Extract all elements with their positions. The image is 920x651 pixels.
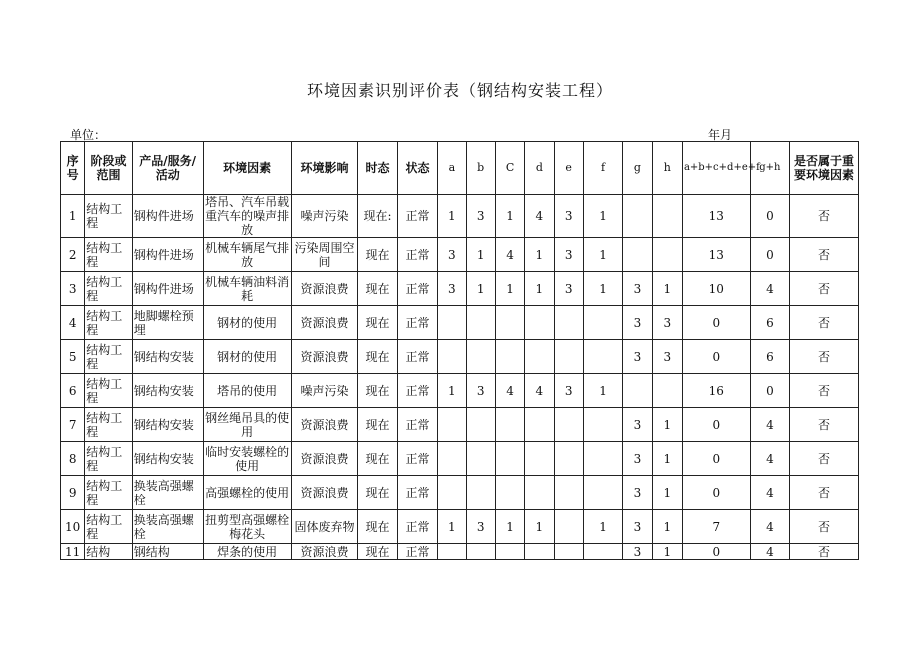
header-cell: 时态 [358, 142, 397, 195]
cell-score-b: 1 [466, 238, 495, 272]
cell-score-e [554, 544, 583, 560]
cell-score-c [495, 544, 524, 560]
cell-score-e [554, 306, 583, 340]
cell-score-g: 3 [623, 408, 652, 442]
cell-score-e: 3 [554, 195, 583, 238]
cell-score-d [525, 476, 554, 510]
cell-score-b: 3 [466, 510, 495, 544]
cell-score-b [466, 544, 495, 560]
cell-score-d: 4 [525, 374, 554, 408]
cell-status: 正常 [397, 340, 437, 374]
cell-score-c [495, 408, 524, 442]
cell-is-significant: 否 [790, 510, 859, 544]
cell-serial-number: 3 [61, 272, 85, 306]
cell-score-h: 1 [652, 272, 682, 306]
header-cell: 阶段或范围 [85, 142, 133, 195]
cell-stage-scope: 结构工程 [85, 238, 133, 272]
cell-stage-scope: 结构工程 [85, 442, 133, 476]
cell-score-f: 1 [583, 510, 622, 544]
cell-score-h [652, 238, 682, 272]
cell-score-d [525, 340, 554, 374]
cell-score-d: 4 [525, 195, 554, 238]
date-label: 年月 [708, 128, 733, 142]
cell-sum-a-to-f: 10 [682, 272, 750, 306]
cell-score-e: 3 [554, 272, 583, 306]
table-row [61, 238, 859, 272]
header-cell: 状态 [397, 142, 437, 195]
cell-is-significant: 否 [790, 442, 859, 476]
cell-sum-a-to-f: 0 [682, 340, 750, 374]
cell-score-c: 4 [495, 374, 524, 408]
table-row [61, 374, 859, 408]
cell-environmental-factor: 机械车辆尾气排放 [203, 238, 291, 272]
table-row [61, 476, 859, 510]
table-row [61, 195, 859, 238]
cell-status: 正常 [397, 195, 437, 238]
cell-status: 正常 [397, 408, 437, 442]
cell-is-significant: 否 [790, 408, 859, 442]
cell-is-significant: 否 [790, 374, 859, 408]
cell-score-h: 1 [652, 408, 682, 442]
cell-is-significant: 否 [790, 476, 859, 510]
header-cell: 产品/服务/活动 [132, 142, 203, 195]
cell-score-a [438, 340, 466, 374]
cell-environmental-impact: 污染周围空间 [291, 238, 358, 272]
cell-product-activity: 钢结构安装 [132, 374, 203, 408]
cell-score-g: 3 [623, 544, 652, 560]
cell-sum-a-to-f: 16 [682, 374, 750, 408]
environmental-factor-table [60, 141, 859, 560]
cell-score-c: 1 [495, 510, 524, 544]
cell-environmental-impact: 固体废弃物 [291, 510, 358, 544]
table-row [61, 408, 859, 442]
cell-score-f: 1 [583, 374, 622, 408]
cell-sum-g-h: 0 [750, 238, 789, 272]
cell-score-a [438, 408, 466, 442]
cell-sum-g-h: 4 [750, 442, 789, 476]
header-cell: a+b+c+d+e+f [682, 142, 750, 195]
cell-score-c: 1 [495, 195, 524, 238]
cell-tense: 现在 [358, 544, 397, 560]
cell-tense: 现在 [358, 306, 397, 340]
cell-sum-g-h: 4 [750, 510, 789, 544]
cell-sum-g-h: 4 [750, 476, 789, 510]
document-title: 环境因素识别评价表（钢结构安装工程） [306, 81, 613, 100]
cell-stage-scope: 结构工程 [85, 476, 133, 510]
cell-tense: 现在 [358, 476, 397, 510]
cell-score-a [438, 544, 466, 560]
cell-sum-g-h: 0 [750, 374, 789, 408]
cell-serial-number: 1 [61, 195, 85, 238]
cell-score-b: 1 [466, 272, 495, 306]
cell-product-activity: 钢结构安装 [132, 442, 203, 476]
cell-score-g: 3 [623, 272, 652, 306]
cell-score-e [554, 476, 583, 510]
table-row [61, 306, 859, 340]
cell-score-b: 3 [466, 374, 495, 408]
cell-score-a [438, 306, 466, 340]
cell-environmental-factor: 机械车辆油料消耗 [203, 272, 291, 306]
header-cell: C [495, 142, 524, 195]
table-row [61, 510, 859, 544]
cell-score-g [623, 374, 652, 408]
cell-status: 正常 [397, 510, 437, 544]
cell-score-a: 1 [438, 374, 466, 408]
cell-stage-scope: 结构工程 [85, 272, 133, 306]
cell-score-f [583, 408, 622, 442]
cell-environmental-factor: 塔吊的使用 [203, 374, 291, 408]
cell-tense: 现在 [358, 272, 397, 306]
cell-environmental-impact: 噪声污染 [291, 195, 358, 238]
cell-score-f [583, 340, 622, 374]
cell-sum-a-to-f: 0 [682, 306, 750, 340]
cell-score-a: 1 [438, 195, 466, 238]
header-cell: 序号 [61, 142, 85, 195]
cell-sum-a-to-f: 0 [682, 476, 750, 510]
cell-status: 正常 [397, 306, 437, 340]
cell-score-c: 1 [495, 272, 524, 306]
cell-tense: 现在 [358, 442, 397, 476]
cell-product-activity: 钢构件进场 [132, 238, 203, 272]
cell-stage-scope: 结构工程 [85, 374, 133, 408]
cell-score-h [652, 195, 682, 238]
cell-environmental-factor: 塔吊、汽车吊载重汽车的噪声排放 [205, 195, 290, 237]
cell-tense: 现在: [358, 195, 397, 238]
cell-score-a: 1 [438, 510, 466, 544]
cell-status: 正常 [397, 374, 437, 408]
cell-serial-number: 7 [61, 408, 85, 442]
header-cell: g+h [750, 142, 789, 195]
cell-score-a [438, 476, 466, 510]
cell-score-f: 1 [583, 195, 622, 238]
cell-score-h [652, 374, 682, 408]
cell-environmental-factor: 钢材的使用 [203, 306, 291, 340]
cell-score-c [495, 306, 524, 340]
cell-serial-number: 11 [61, 544, 85, 560]
cell-environmental-factor: 高强螺栓的使用 [203, 476, 291, 510]
cell-sum-a-to-f: 13 [682, 238, 750, 272]
cell-environmental-impact: 资源浪费 [291, 544, 358, 560]
cell-product-activity: 钢结构 [132, 544, 203, 560]
cell-sum-a-to-f: 13 [682, 195, 750, 238]
cell-score-h: 1 [652, 442, 682, 476]
cell-environmental-impact: 资源浪费 [291, 340, 358, 374]
unit-label: 单位： [70, 128, 107, 142]
cell-score-d: 1 [525, 238, 554, 272]
cell-score-b [466, 340, 495, 374]
cell-score-f [583, 442, 622, 476]
table-body [61, 195, 859, 560]
cell-score-d [525, 442, 554, 476]
cell-product-activity: 地脚螺栓预埋 [132, 306, 203, 340]
cell-environmental-factor: 焊条的使用 [203, 544, 291, 560]
cell-status: 正常 [397, 272, 437, 306]
cell-score-b: 3 [466, 195, 495, 238]
cell-sum-a-to-f: 0 [682, 442, 750, 476]
cell-stage-scope: 结构 [85, 544, 133, 560]
table-row [61, 442, 859, 476]
table-row [61, 544, 859, 560]
cell-score-f: 1 [583, 272, 622, 306]
cell-environmental-factor: 扭剪型高强螺栓梅花头 [203, 510, 291, 544]
cell-product-activity: 钢构件进场 [132, 195, 203, 238]
header-cell: b [466, 142, 495, 195]
cell-score-e [554, 340, 583, 374]
cell-score-f [583, 476, 622, 510]
cell-score-d [525, 408, 554, 442]
cell-sum-a-to-f: 0 [682, 544, 750, 560]
cell-score-g: 3 [623, 510, 652, 544]
cell-score-a [438, 442, 466, 476]
cell-is-significant: 否 [790, 272, 859, 306]
cell-stage-scope: 结构工程 [85, 408, 133, 442]
cell-tense: 现在 [358, 510, 397, 544]
header-cell: 环境影响 [291, 142, 358, 195]
cell-is-significant: 否 [790, 238, 859, 272]
cell-score-a: 3 [438, 272, 466, 306]
cell-score-e [554, 442, 583, 476]
cell-environmental-factor: 临时安装螺栓的使用 [203, 442, 291, 476]
cell-environmental-impact: 资源浪费 [291, 476, 358, 510]
cell-status: 正常 [397, 442, 437, 476]
cell-score-b [466, 442, 495, 476]
cell-score-c [495, 476, 524, 510]
cell-environmental-impact: 资源浪费 [291, 306, 358, 340]
cell-sum-g-h: 6 [750, 306, 789, 340]
cell-score-h: 3 [652, 340, 682, 374]
cell-environmental-impact: 资源浪费 [291, 442, 358, 476]
header-cell: a [438, 142, 466, 195]
cell-sum-g-h: 4 [750, 272, 789, 306]
cell-serial-number: 8 [61, 442, 85, 476]
cell-score-b [466, 408, 495, 442]
table-row [61, 272, 859, 306]
cell-environmental-factor: 钢材的使用 [203, 340, 291, 374]
cell-score-f [583, 544, 622, 560]
cell-product-activity: 钢结构安装 [132, 408, 203, 442]
cell-score-e: 3 [554, 238, 583, 272]
cell-product-activity: 换装高强螺栓 [132, 476, 203, 510]
cell-is-significant: 否 [790, 544, 859, 560]
cell-stage-scope: 结构工程 [85, 340, 133, 374]
cell-score-c: 4 [495, 238, 524, 272]
cell-serial-number: 5 [61, 340, 85, 374]
cell-score-e [554, 510, 583, 544]
cell-sum-g-h: 0 [750, 195, 789, 238]
cell-score-d: 1 [525, 510, 554, 544]
header-cell: d [525, 142, 554, 195]
cell-is-significant: 否 [790, 306, 859, 340]
cell-score-h: 3 [652, 306, 682, 340]
cell-score-c [495, 340, 524, 374]
cell-score-e [554, 408, 583, 442]
cell-score-d: 1 [525, 272, 554, 306]
cell-score-g: 3 [623, 442, 652, 476]
cell-stage-scope: 结构工程 [85, 510, 133, 544]
cell-serial-number: 10 [61, 510, 85, 544]
cell-score-g: 3 [623, 340, 652, 374]
cell-score-h: 1 [652, 476, 682, 510]
cell-score-f [583, 306, 622, 340]
cell-score-d [525, 544, 554, 560]
cell-tense: 现在 [358, 340, 397, 374]
header-cell: f [583, 142, 622, 195]
cell-score-b [466, 476, 495, 510]
cell-environmental-factor: 钢丝绳吊具的使用 [203, 408, 291, 442]
cell-score-h: 1 [652, 510, 682, 544]
cell-stage-scope: 结构工程 [85, 306, 133, 340]
cell-serial-number: 9 [61, 476, 85, 510]
cell-score-g: 3 [623, 476, 652, 510]
cell-serial-number: 6 [61, 374, 85, 408]
cell-tense: 现在 [358, 238, 397, 272]
cell-sum-a-to-f: 0 [682, 408, 750, 442]
cell-sum-g-h: 4 [750, 544, 789, 560]
header-cell: e [554, 142, 583, 195]
cell-environmental-impact: 噪声污染 [291, 374, 358, 408]
cell-score-c [495, 442, 524, 476]
cell-score-a: 3 [438, 238, 466, 272]
cell-serial-number: 2 [61, 238, 85, 272]
table-header-row [61, 142, 859, 195]
cell-score-g [623, 195, 652, 238]
cell-is-significant: 否 [790, 340, 859, 374]
cell-status: 正常 [397, 476, 437, 510]
cell-stage-scope: 结构工程 [85, 195, 133, 238]
cell-product-activity: 钢构件进场 [132, 272, 203, 306]
header-cell: g [623, 142, 652, 195]
cell-environmental-impact: 资源浪费 [291, 272, 358, 306]
cell-score-b [466, 306, 495, 340]
cell-product-activity: 换装高强螺栓 [132, 510, 203, 544]
cell-score-f: 1 [583, 238, 622, 272]
cell-score-g [623, 238, 652, 272]
cell-environmental-impact: 资源浪费 [291, 408, 358, 442]
header-cell: 环境因素 [203, 142, 291, 195]
cell-score-e: 3 [554, 374, 583, 408]
table-row [61, 340, 859, 374]
cell-status: 正常 [397, 544, 437, 560]
cell-product-activity: 钢结构安装 [132, 340, 203, 374]
cell-score-d [525, 306, 554, 340]
cell-sum-g-h: 4 [750, 408, 789, 442]
header-cell: 是否属于重要环境因素 [790, 142, 859, 195]
cell-sum-a-to-f: 7 [682, 510, 750, 544]
cell-tense: 现在 [358, 374, 397, 408]
cell-tense: 现在 [358, 408, 397, 442]
cell-serial-number: 4 [61, 306, 85, 340]
cell-score-g: 3 [623, 306, 652, 340]
header-cell: h [652, 142, 682, 195]
cell-sum-g-h: 6 [750, 340, 789, 374]
cell-is-significant: 否 [790, 195, 859, 238]
cell-status: 正常 [397, 238, 437, 272]
cell-score-h: 1 [652, 544, 682, 560]
